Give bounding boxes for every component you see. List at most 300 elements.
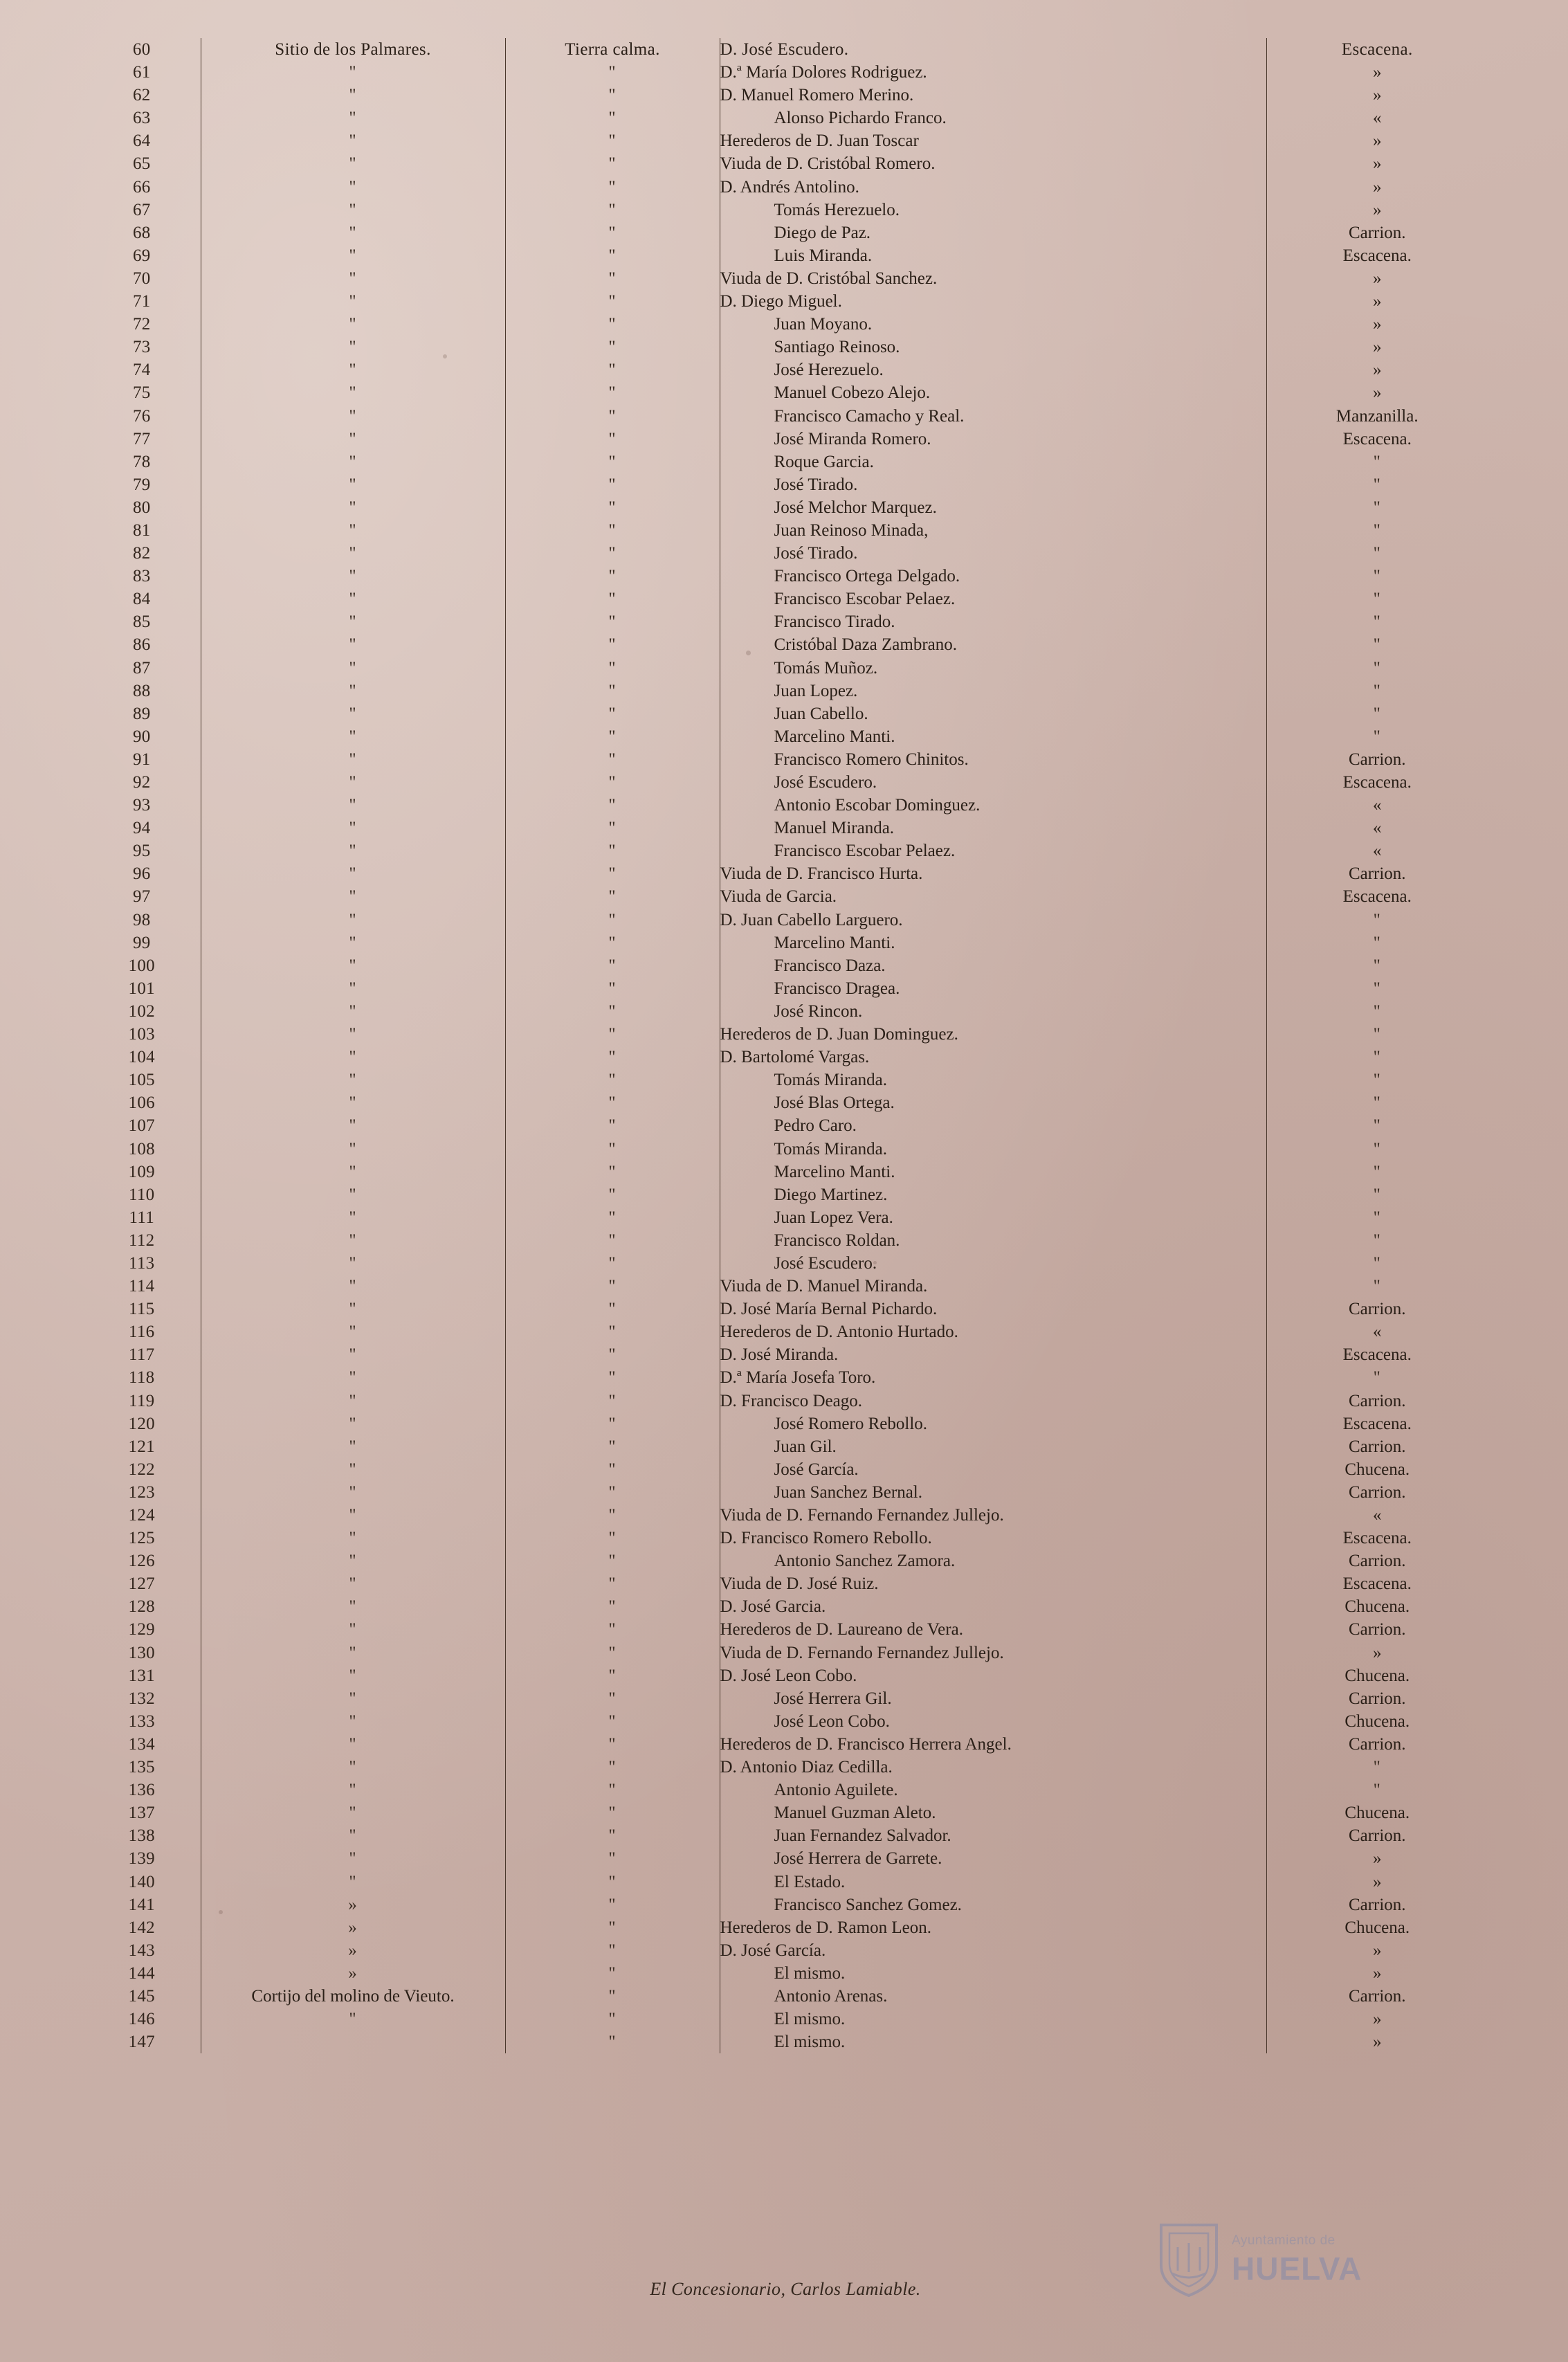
row-number-cell: 84 xyxy=(83,588,201,610)
site-cell: " xyxy=(201,932,505,954)
row-number-cell: 74 xyxy=(83,358,201,381)
table-row xyxy=(83,1229,1488,1252)
row-number-cell: 139 xyxy=(83,1847,201,1870)
owner-cell: José Tirado. xyxy=(720,542,1266,565)
row-number-cell: 94 xyxy=(83,817,201,839)
land-class-cell: " xyxy=(505,1939,720,1962)
owner-cell: Antonio Sanchez Zamora. xyxy=(720,1550,1266,1572)
row-number-cell: 145 xyxy=(83,1985,201,2008)
land-class-cell: " xyxy=(505,1114,720,1137)
site-cell: " xyxy=(201,152,505,175)
site-cell: " xyxy=(201,1481,505,1504)
land-class-cell: " xyxy=(505,1481,720,1504)
land-class-cell: " xyxy=(505,496,720,519)
site-cell: " xyxy=(201,129,505,152)
town-cell: " xyxy=(1373,498,1381,517)
table-row xyxy=(83,954,1488,977)
land-class-cell: " xyxy=(505,1595,720,1618)
table-row xyxy=(83,1962,1488,1985)
row-number-cell: 134 xyxy=(83,1733,201,1756)
owner-cell: Juan Cabello. xyxy=(720,702,1266,725)
land-class-cell: " xyxy=(505,358,720,381)
row-number-cell: 140 xyxy=(83,1871,201,1893)
table-row xyxy=(83,519,1488,542)
land-class-cell: " xyxy=(505,748,720,771)
table-row xyxy=(83,1572,1488,1595)
row-number-cell: 95 xyxy=(83,839,201,862)
table-row xyxy=(83,839,1488,862)
row-number-cell: 93 xyxy=(83,794,201,817)
town-cell: » xyxy=(1373,86,1382,105)
table-row xyxy=(83,1550,1488,1572)
land-class-cell: " xyxy=(505,1733,720,1756)
row-number-cell: 120 xyxy=(83,1412,201,1435)
site-cell: " xyxy=(201,358,505,381)
row-number-cell: 78 xyxy=(83,451,201,473)
owner-cell: José Escudero. xyxy=(720,771,1266,794)
town-cell: " xyxy=(1373,1025,1381,1044)
table-row xyxy=(83,2008,1488,2031)
land-class-cell: " xyxy=(505,817,720,839)
owner-cell: Tomás Miranda. xyxy=(720,1138,1266,1161)
land-class-cell: " xyxy=(505,244,720,267)
owner-cell: D. Diego Miguel. xyxy=(720,290,1266,313)
site-cell: " xyxy=(201,1069,505,1091)
land-class-cell: " xyxy=(505,1298,720,1320)
town-cell: Chucena. xyxy=(1344,1666,1410,1685)
owner-cell: D. Bartolomé Vargas. xyxy=(720,1046,1266,1069)
town-cell: " xyxy=(1373,1071,1381,1090)
town-cell: " xyxy=(1373,956,1381,975)
town-cell: " xyxy=(1373,910,1381,929)
land-class-cell: " xyxy=(505,2031,720,2053)
site-cell: " xyxy=(201,61,505,84)
site-cell: " xyxy=(201,909,505,932)
table-row xyxy=(83,1481,1488,1504)
town-cell: « xyxy=(1373,1506,1382,1525)
row-number-cell: 72 xyxy=(83,313,201,336)
row-number-cell: 96 xyxy=(83,862,201,885)
land-class-cell: " xyxy=(505,565,720,588)
town-cell: « xyxy=(1373,1323,1382,1342)
owner-cell: Luis Miranda. xyxy=(720,244,1266,267)
table-row xyxy=(83,38,1488,61)
town-cell: Escacena. xyxy=(1342,773,1412,792)
row-number-cell: 121 xyxy=(83,1435,201,1458)
town-cell: » xyxy=(1373,1963,1382,1983)
row-number-cell: 75 xyxy=(83,381,201,404)
land-class-cell: " xyxy=(505,1091,720,1114)
site-cell: " xyxy=(201,954,505,977)
table-row xyxy=(83,1504,1488,1527)
table-row xyxy=(83,1756,1488,1779)
land-class-cell: " xyxy=(505,1138,720,1161)
town-cell: » xyxy=(1373,2033,1382,2052)
table-row xyxy=(83,542,1488,565)
land-class-cell: " xyxy=(505,1504,720,1527)
table-row xyxy=(83,909,1488,932)
table-row xyxy=(83,405,1488,428)
town-cell: Escacena. xyxy=(1342,246,1412,265)
owner-cell: D. José García. xyxy=(720,1939,1266,1962)
row-number-cell: 115 xyxy=(83,1298,201,1320)
table-row xyxy=(83,1412,1488,1435)
owner-cell: Herederos de D. Ramon Leon. xyxy=(720,1916,1266,1939)
row-number-cell: 135 xyxy=(83,1756,201,1779)
land-class-cell: " xyxy=(505,313,720,336)
land-class-cell: " xyxy=(505,84,720,107)
land-class-cell: " xyxy=(505,794,720,817)
town-cell: » xyxy=(1373,338,1382,357)
site-cell: " xyxy=(201,542,505,565)
row-number-cell: 118 xyxy=(83,1366,201,1389)
land-class-cell: " xyxy=(505,1527,720,1550)
land-class-cell: " xyxy=(505,129,720,152)
site-cell: " xyxy=(201,748,505,771)
owner-cell: Diego de Paz. xyxy=(720,221,1266,244)
site-cell: " xyxy=(201,1824,505,1847)
table-row xyxy=(83,610,1488,633)
row-number-cell: 83 xyxy=(83,565,201,588)
land-class-cell: " xyxy=(505,1069,720,1091)
table-row xyxy=(83,1183,1488,1206)
site-cell: " xyxy=(201,1275,505,1298)
row-number-cell: 98 xyxy=(83,909,201,932)
land-class-cell: " xyxy=(505,1161,720,1183)
table-row xyxy=(83,1161,1488,1183)
town-cell: Escacena. xyxy=(1341,40,1413,59)
table-row xyxy=(83,1046,1488,1069)
site-cell: " xyxy=(201,794,505,817)
table-row xyxy=(83,152,1488,175)
owner-cell: José Herezuelo. xyxy=(720,358,1266,381)
town-cell: Chucena. xyxy=(1344,1460,1410,1479)
owner-cell: Herederos de D. Juan Toscar xyxy=(720,129,1266,152)
table-row xyxy=(83,885,1488,908)
town-cell: " xyxy=(1373,452,1381,471)
land-class-cell: " xyxy=(505,290,720,313)
land-class-cell: " xyxy=(505,909,720,932)
site-cell: " xyxy=(201,84,505,107)
site-cell: " xyxy=(201,381,505,404)
table-row xyxy=(83,1275,1488,1298)
land-class-cell: " xyxy=(505,1366,720,1389)
land-class-cell: " xyxy=(505,1893,720,1916)
town-cell: Carrion. xyxy=(1348,1986,1406,2006)
land-class-cell: " xyxy=(505,1985,720,2008)
land-class-cell: " xyxy=(505,702,720,725)
owner-cell: Antonio Aguilete. xyxy=(720,1779,1266,1801)
site-cell: Sitio de los Palmares. xyxy=(201,38,505,61)
row-number-cell: 127 xyxy=(83,1572,201,1595)
land-class-cell: " xyxy=(505,107,720,129)
owner-cell: Herederos de D. Francisco Herrera Angel. xyxy=(720,1733,1266,1756)
town-cell: " xyxy=(1373,1001,1381,1021)
owner-cell: Herederos de D. Antonio Hurtado. xyxy=(720,1320,1266,1343)
town-cell: » xyxy=(1373,315,1382,334)
row-number-cell: 73 xyxy=(83,336,201,358)
row-number-cell: 82 xyxy=(83,542,201,565)
owner-cell: José Blas Ortega. xyxy=(720,1091,1266,1114)
row-number-cell: 85 xyxy=(83,610,201,633)
town-cell: Carrion. xyxy=(1348,1620,1406,1639)
land-class-cell: " xyxy=(505,542,720,565)
concessionaire-signature: El Concesionario, Carlos Lamiable. xyxy=(650,2279,921,2299)
site-cell: " xyxy=(201,313,505,336)
table-row xyxy=(83,1320,1488,1343)
owner-cell: El Estado. xyxy=(720,1871,1266,1893)
land-class-cell: " xyxy=(505,633,720,656)
owner-cell: Juan Reinoso Minada, xyxy=(720,519,1266,542)
land-class-cell: " xyxy=(505,1572,720,1595)
table-row xyxy=(83,1252,1488,1275)
land-class-cell: " xyxy=(505,176,720,199)
table-row xyxy=(83,61,1488,84)
row-number-cell: 90 xyxy=(83,725,201,748)
owner-cell: D.ª María Josefa Toro. xyxy=(720,1366,1266,1389)
town-cell: Escacena. xyxy=(1342,429,1412,448)
owner-cell: Juan Moyano. xyxy=(720,313,1266,336)
owner-cell: Francisco Romero Chinitos. xyxy=(720,748,1266,771)
table-row xyxy=(83,680,1488,702)
town-cell: " xyxy=(1373,1093,1381,1113)
site-cell: " xyxy=(201,1527,505,1550)
owner-cell: José Herrera de Garrete. xyxy=(720,1847,1266,1870)
land-class-cell: " xyxy=(505,428,720,451)
land-class-cell: " xyxy=(505,1710,720,1733)
site-cell xyxy=(201,2031,505,2053)
site-cell: " xyxy=(201,1114,505,1137)
table-row xyxy=(83,932,1488,954)
land-class-cell: " xyxy=(505,1642,720,1664)
land-class-cell: " xyxy=(505,1320,720,1343)
row-number-cell: 89 xyxy=(83,702,201,725)
town-cell: « xyxy=(1373,109,1382,128)
town-cell: Escacena. xyxy=(1342,1529,1412,1548)
site-cell: " xyxy=(201,221,505,244)
owner-cell: Juan Lopez Vera. xyxy=(720,1206,1266,1229)
table-row xyxy=(83,1871,1488,1893)
land-class-cell: " xyxy=(505,1550,720,1572)
owner-cell: Pedro Caro. xyxy=(720,1114,1266,1137)
table-row xyxy=(83,199,1488,221)
table-row xyxy=(83,817,1488,839)
row-number-cell: 147 xyxy=(83,2031,201,2053)
land-class-cell: " xyxy=(505,1343,720,1366)
table-row xyxy=(83,1595,1488,1618)
town-cell: Carrion. xyxy=(1348,1300,1406,1319)
site-cell: " xyxy=(201,1687,505,1710)
table-row xyxy=(83,336,1488,358)
town-cell: " xyxy=(1373,590,1381,609)
row-number-cell: 143 xyxy=(83,1939,201,1962)
site-cell: " xyxy=(201,1138,505,1161)
table-row xyxy=(83,1343,1488,1366)
land-class-cell: " xyxy=(505,1916,720,1939)
site-cell: " xyxy=(201,428,505,451)
table-row xyxy=(83,1642,1488,1664)
table-row xyxy=(83,244,1488,267)
table-row xyxy=(83,473,1488,496)
site-cell: " xyxy=(201,1779,505,1801)
site-cell: Cortijo del molino de Vieuto. xyxy=(201,1985,505,2008)
table-row xyxy=(83,748,1488,771)
town-cell: Carrion. xyxy=(1348,223,1406,242)
owner-cell: Antonio Escobar Dominguez. xyxy=(720,794,1266,817)
town-cell: » xyxy=(1373,63,1382,82)
town-cell: » xyxy=(1373,292,1382,311)
town-cell: « xyxy=(1373,796,1382,815)
table-row xyxy=(83,977,1488,1000)
table-row xyxy=(83,1801,1488,1824)
land-class-cell: " xyxy=(505,61,720,84)
row-number-cell: 146 xyxy=(83,2008,201,2031)
table-row xyxy=(83,1687,1488,1710)
row-number-cell: 124 xyxy=(83,1504,201,1527)
owner-cell: D.ª María Dolores Rodriguez. xyxy=(720,61,1266,84)
town-cell: " xyxy=(1373,1230,1381,1250)
town-cell: " xyxy=(1373,475,1381,494)
row-number-cell: 77 xyxy=(83,428,201,451)
owner-cell: Francisco Daza. xyxy=(720,954,1266,977)
land-class-cell: " xyxy=(505,1664,720,1687)
table-row xyxy=(83,1206,1488,1229)
owner-cell: Juan Sanchez Bernal. xyxy=(720,1481,1266,1504)
land-class-cell: " xyxy=(505,1801,720,1824)
site-cell: " xyxy=(201,1183,505,1206)
site-cell: " xyxy=(201,1710,505,1733)
ledger-table xyxy=(83,38,1488,2053)
owner-cell: Francisco Camacho y Real. xyxy=(720,405,1266,428)
land-class-cell: " xyxy=(505,1023,720,1046)
town-cell: " xyxy=(1373,1277,1381,1296)
land-class-cell: " xyxy=(505,862,720,885)
row-number-cell: 69 xyxy=(83,244,201,267)
town-cell: Carrion. xyxy=(1348,1689,1406,1708)
site-cell: " xyxy=(201,725,505,748)
owner-cell: D. José María Bernal Pichardo. xyxy=(720,1298,1266,1320)
row-number-cell: 70 xyxy=(83,267,201,290)
table-row xyxy=(83,725,1488,748)
row-number-cell: 106 xyxy=(83,1091,201,1114)
town-cell: Carrion. xyxy=(1348,1734,1406,1754)
town-cell: » xyxy=(1373,200,1382,219)
owner-cell: Francisco Tirado. xyxy=(720,610,1266,633)
owner-cell: Viuda de D. Manuel Miranda. xyxy=(720,1275,1266,1298)
site-cell: " xyxy=(201,244,505,267)
row-number-cell: 144 xyxy=(83,1962,201,1985)
owner-cell: Diego Martinez. xyxy=(720,1183,1266,1206)
row-number-cell: 119 xyxy=(83,1390,201,1412)
land-class-cell: " xyxy=(505,885,720,908)
row-number-cell: 107 xyxy=(83,1114,201,1137)
owner-cell: José Leon Cobo. xyxy=(720,1710,1266,1733)
owner-cell: D. Juan Cabello Larguero. xyxy=(720,909,1266,932)
town-cell: " xyxy=(1373,1139,1381,1159)
site-cell: " xyxy=(201,267,505,290)
owner-cell: José Tirado. xyxy=(720,473,1266,496)
land-class-cell: " xyxy=(505,771,720,794)
land-class-cell: " xyxy=(505,1390,720,1412)
owner-cell: Herederos de D. Laureano de Vera. xyxy=(720,1618,1266,1641)
site-cell: » xyxy=(201,1962,505,1985)
site-cell: " xyxy=(201,1847,505,1870)
land-class-cell: " xyxy=(505,725,720,748)
site-cell: " xyxy=(201,1229,505,1252)
table-row xyxy=(83,588,1488,610)
town-cell: » xyxy=(1373,361,1382,380)
table-row xyxy=(83,1527,1488,1550)
land-class-cell: " xyxy=(505,1275,720,1298)
land-class-cell: Tierra calma. xyxy=(505,38,720,61)
row-number-cell: 88 xyxy=(83,680,201,702)
site-cell: " xyxy=(201,1366,505,1389)
owner-cell: D. José Garcia. xyxy=(720,1595,1266,1618)
town-cell: " xyxy=(1373,544,1381,563)
site-cell: " xyxy=(201,1458,505,1481)
town-cell: » xyxy=(1373,383,1382,403)
site-cell: " xyxy=(201,176,505,199)
town-cell: « xyxy=(1373,842,1382,861)
site-cell: " xyxy=(201,336,505,358)
owner-cell: Marcelino Manti. xyxy=(720,1161,1266,1183)
table-row xyxy=(83,1939,1488,1962)
owner-cell: El mismo. xyxy=(720,1962,1266,1985)
site-cell: " xyxy=(201,885,505,908)
town-cell: " xyxy=(1373,727,1381,746)
site-cell: " xyxy=(201,1298,505,1320)
town-cell: " xyxy=(1373,1253,1381,1273)
land-class-cell: " xyxy=(505,1229,720,1252)
town-cell: Chucena. xyxy=(1344,1918,1410,1937)
table-row xyxy=(83,176,1488,199)
owner-cell: Manuel Guzman Aleto. xyxy=(720,1801,1266,1824)
town-cell: Chucena. xyxy=(1344,1597,1410,1617)
town-cell: Chucena. xyxy=(1344,1711,1410,1731)
owner-cell: El mismo. xyxy=(720,2008,1266,2031)
row-number-cell: 80 xyxy=(83,496,201,519)
row-number-cell: 142 xyxy=(83,1916,201,1939)
table-row xyxy=(83,2031,1488,2053)
owner-cell: Viuda de D. Francisco Hurta. xyxy=(720,862,1266,885)
land-class-cell: " xyxy=(505,1871,720,1893)
land-class-cell: " xyxy=(505,1183,720,1206)
watermark-line-2: HUELVA xyxy=(1232,2251,1362,2287)
land-class-cell: " xyxy=(505,221,720,244)
site-cell: " xyxy=(201,1435,505,1458)
site-cell: " xyxy=(201,1046,505,1069)
row-number-cell: 131 xyxy=(83,1664,201,1687)
table-row xyxy=(83,1618,1488,1641)
land-class-cell: " xyxy=(505,1046,720,1069)
town-cell: » xyxy=(1373,131,1382,151)
owner-cell: D. Manuel Romero Merino. xyxy=(720,84,1266,107)
table-row xyxy=(83,290,1488,313)
site-cell: " xyxy=(201,588,505,610)
town-cell: Chucena. xyxy=(1344,1804,1410,1823)
table-row xyxy=(83,1390,1488,1412)
town-cell: " xyxy=(1373,1185,1381,1204)
table-row xyxy=(83,129,1488,152)
site-cell: " xyxy=(201,1504,505,1527)
table-row xyxy=(83,702,1488,725)
site-cell: " xyxy=(201,565,505,588)
table-row xyxy=(83,451,1488,473)
land-class-cell: " xyxy=(505,839,720,862)
land-class-cell: " xyxy=(505,1206,720,1229)
row-number-cell: 108 xyxy=(83,1138,201,1161)
table-row xyxy=(83,771,1488,794)
